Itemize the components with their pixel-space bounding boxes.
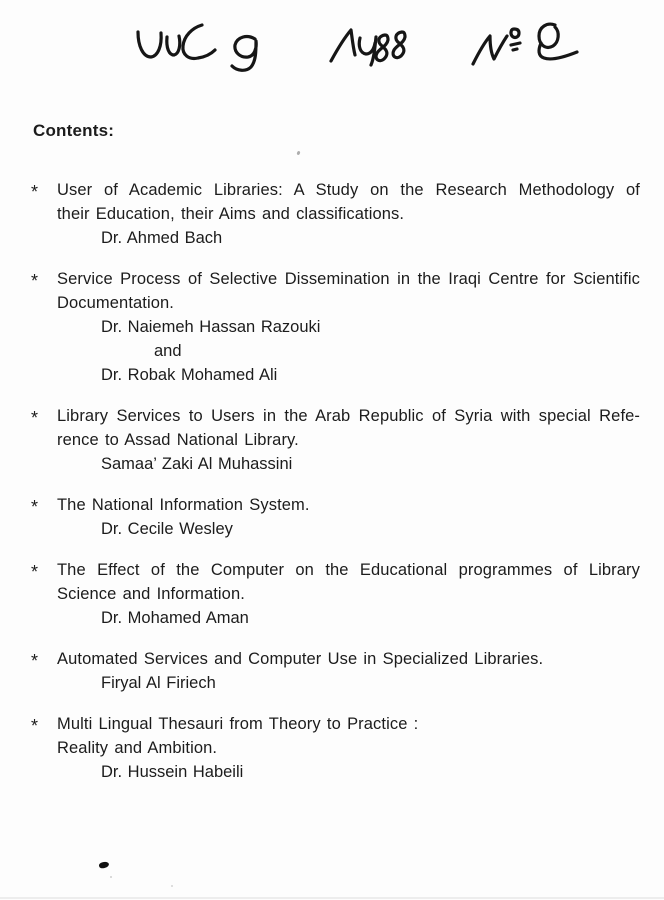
toc-entry xyxy=(31,493,641,541)
entry-author-line: Dr. Cecile Wesley xyxy=(101,520,233,538)
toc-entry xyxy=(31,404,641,476)
entry-title-line: Documentation. xyxy=(57,294,174,312)
entry-title-line: Automated Services and Computer Use in Specialized Libraries. xyxy=(57,650,544,668)
asterisk-bullet: * xyxy=(31,271,39,291)
toc-entry xyxy=(31,647,641,695)
entry-author-line: Dr. Hussein Habeili xyxy=(101,763,244,781)
entry-title-line: Multi Lingual Thesauri from Theory to Practice : xyxy=(57,715,419,733)
entry-title-line: Reality and Ambition. xyxy=(57,739,218,757)
toc-entry xyxy=(31,712,641,784)
toc-entry xyxy=(31,558,641,630)
toc-entry xyxy=(31,267,641,387)
entry-author-line: Dr. Robak Mohamed Ali xyxy=(101,366,278,384)
entry-title-line: their Education, their Aims and classifications. xyxy=(57,205,405,223)
asterisk-bullet: * xyxy=(31,408,39,428)
entry-title-line: User of Academic Libraries: A Study on the Research Methodology of xyxy=(57,181,640,199)
entry-title-line: Service Process of Selective Dissemination in the Iraqi Centre for Scientific xyxy=(57,270,640,288)
entry-author-line: Dr. Ahmed Bach xyxy=(101,229,223,247)
asterisk-bullet: * xyxy=(31,651,39,671)
entry-author-line: Dr. Mohamed Aman xyxy=(101,609,249,627)
scan-speck xyxy=(110,876,112,878)
entry-author-line: Dr. Naiemeh Hassan Razouki xyxy=(101,318,321,336)
handwriting-strokes-icon xyxy=(100,12,580,88)
entry-author-line: Firyal Al Firiech xyxy=(101,674,216,692)
ink-blob-mark xyxy=(98,861,109,869)
asterisk-bullet: * xyxy=(31,497,39,517)
entry-title-line: Library Services to Users in the Arab Republic of Syria with special Refe- xyxy=(57,407,640,425)
entry-title-line: rence to Assad National Library. xyxy=(57,431,299,449)
asterisk-bullet: * xyxy=(31,716,39,736)
scan-speck xyxy=(171,885,173,887)
handwritten-volume-issue xyxy=(100,12,580,88)
entry-author-connector: and xyxy=(154,342,182,360)
asterisk-bullet: * xyxy=(31,182,39,202)
entry-title-line: Science and Information. xyxy=(57,585,245,603)
entry-title-line: The National Information System. xyxy=(57,496,310,514)
toc-entry xyxy=(31,178,641,250)
scan-speck xyxy=(296,151,300,156)
entry-author-line: Samaa’ Zaki Al Muhassini xyxy=(101,455,293,473)
scanner-edge-shadow xyxy=(0,897,664,899)
table-of-contents xyxy=(31,178,641,801)
contents-heading: Contents: xyxy=(33,121,115,140)
entry-title-line: The Effect of the Computer on the Educational programmes of Library xyxy=(57,561,640,579)
asterisk-bullet: * xyxy=(31,562,39,582)
